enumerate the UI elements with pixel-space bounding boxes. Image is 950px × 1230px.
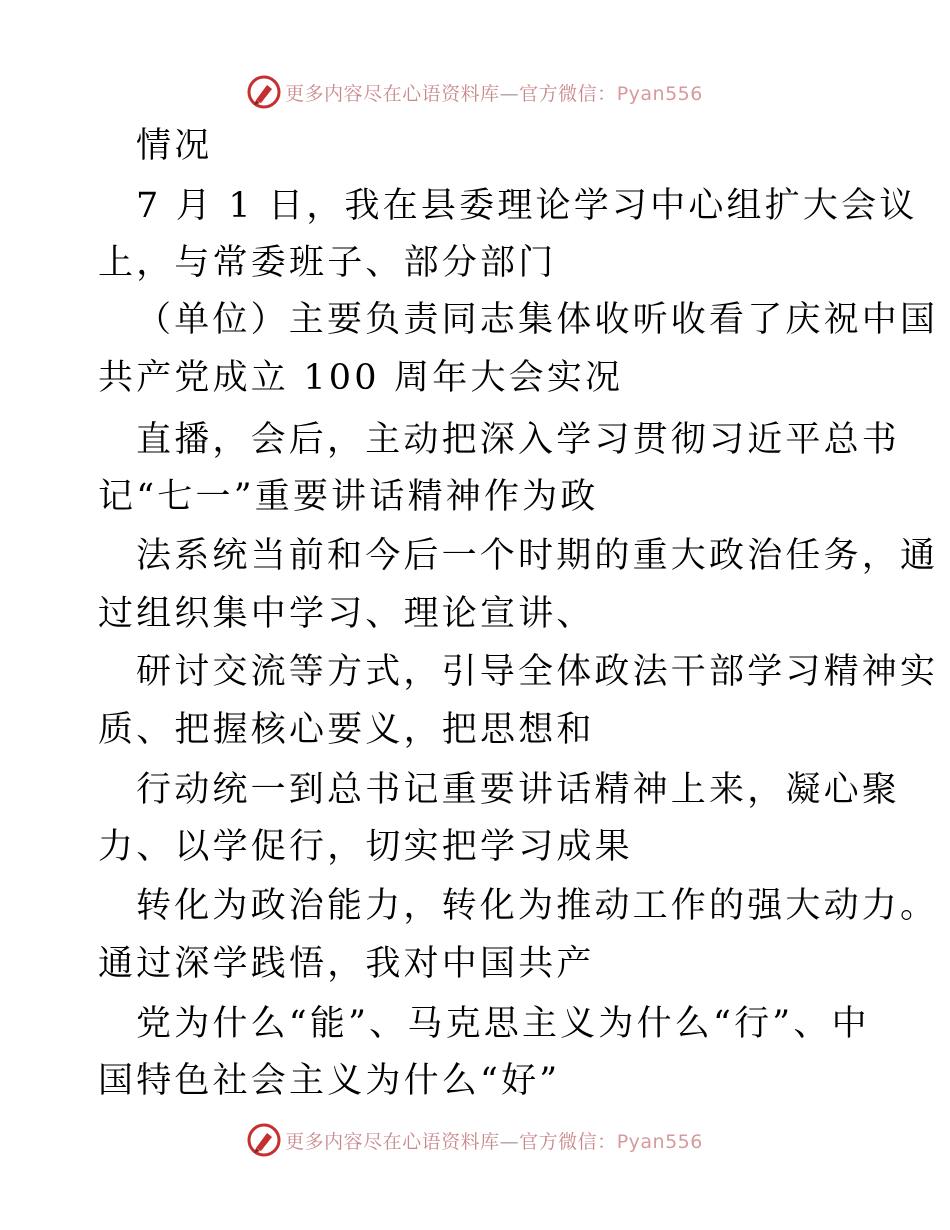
pen-logo-icon (247, 1123, 281, 1157)
text-line: （单位）主要负责同志集体收听收看了庆祝中国 (136, 300, 939, 340)
text-line: 党为什么“能”、马克思主义为什么“行”、中 (136, 1004, 870, 1044)
watermark-main: 更多内容尽在心语资料库 (285, 1130, 500, 1153)
watermark-separator: — (499, 82, 520, 105)
footer-watermark (0, 1120, 950, 1160)
text-line: 行动统一到总书记重要讲话精神上来，凝心聚 (136, 770, 901, 810)
text-line: 转化为政治能力，转化为推动工作的强大动力。 (136, 886, 939, 926)
text-line: 过组织集中学习、理论宣讲、 (98, 594, 595, 634)
text-line: 上，与常委班子、部分部门 (98, 243, 557, 283)
text-line: 7 月 1 日，我在县委理论学习中心组扩大会议 (136, 186, 918, 226)
watermark-id: Pyan556 (616, 1130, 703, 1153)
text-line: 共产党成立 100 周年大会实况 (98, 358, 624, 398)
text-line: 国特色社会主义为什么“好” (98, 1061, 561, 1101)
text-line: 法系统当前和今后一个时期的重大政治任务，通 (136, 536, 939, 576)
watermark-official: 官方微信： (519, 1130, 617, 1153)
text-line: 直播，会后，主动把深入学习贯彻习近平总书 (136, 420, 901, 460)
text-line: 记“七一”重要讲话精神作为政 (98, 477, 599, 517)
text-line: 情况 (136, 126, 213, 166)
text-line: 通过深学践悟，我对中国共产 (98, 944, 595, 984)
text-line: 质、把握核心要义，把思想和 (98, 710, 595, 750)
watermark-text (285, 1127, 703, 1154)
watermark-id: Pyan556 (616, 82, 703, 105)
text-line: 研讨交流等方式，引导全体政法干部学习精神实 (136, 652, 939, 692)
watermark-main: 更多内容尽在心语资料库 (285, 82, 500, 105)
watermark-separator: — (499, 1130, 520, 1153)
text-line: 力、以学促行，切实把学习成果 (98, 827, 633, 867)
watermark-official: 官方微信： (519, 82, 617, 105)
